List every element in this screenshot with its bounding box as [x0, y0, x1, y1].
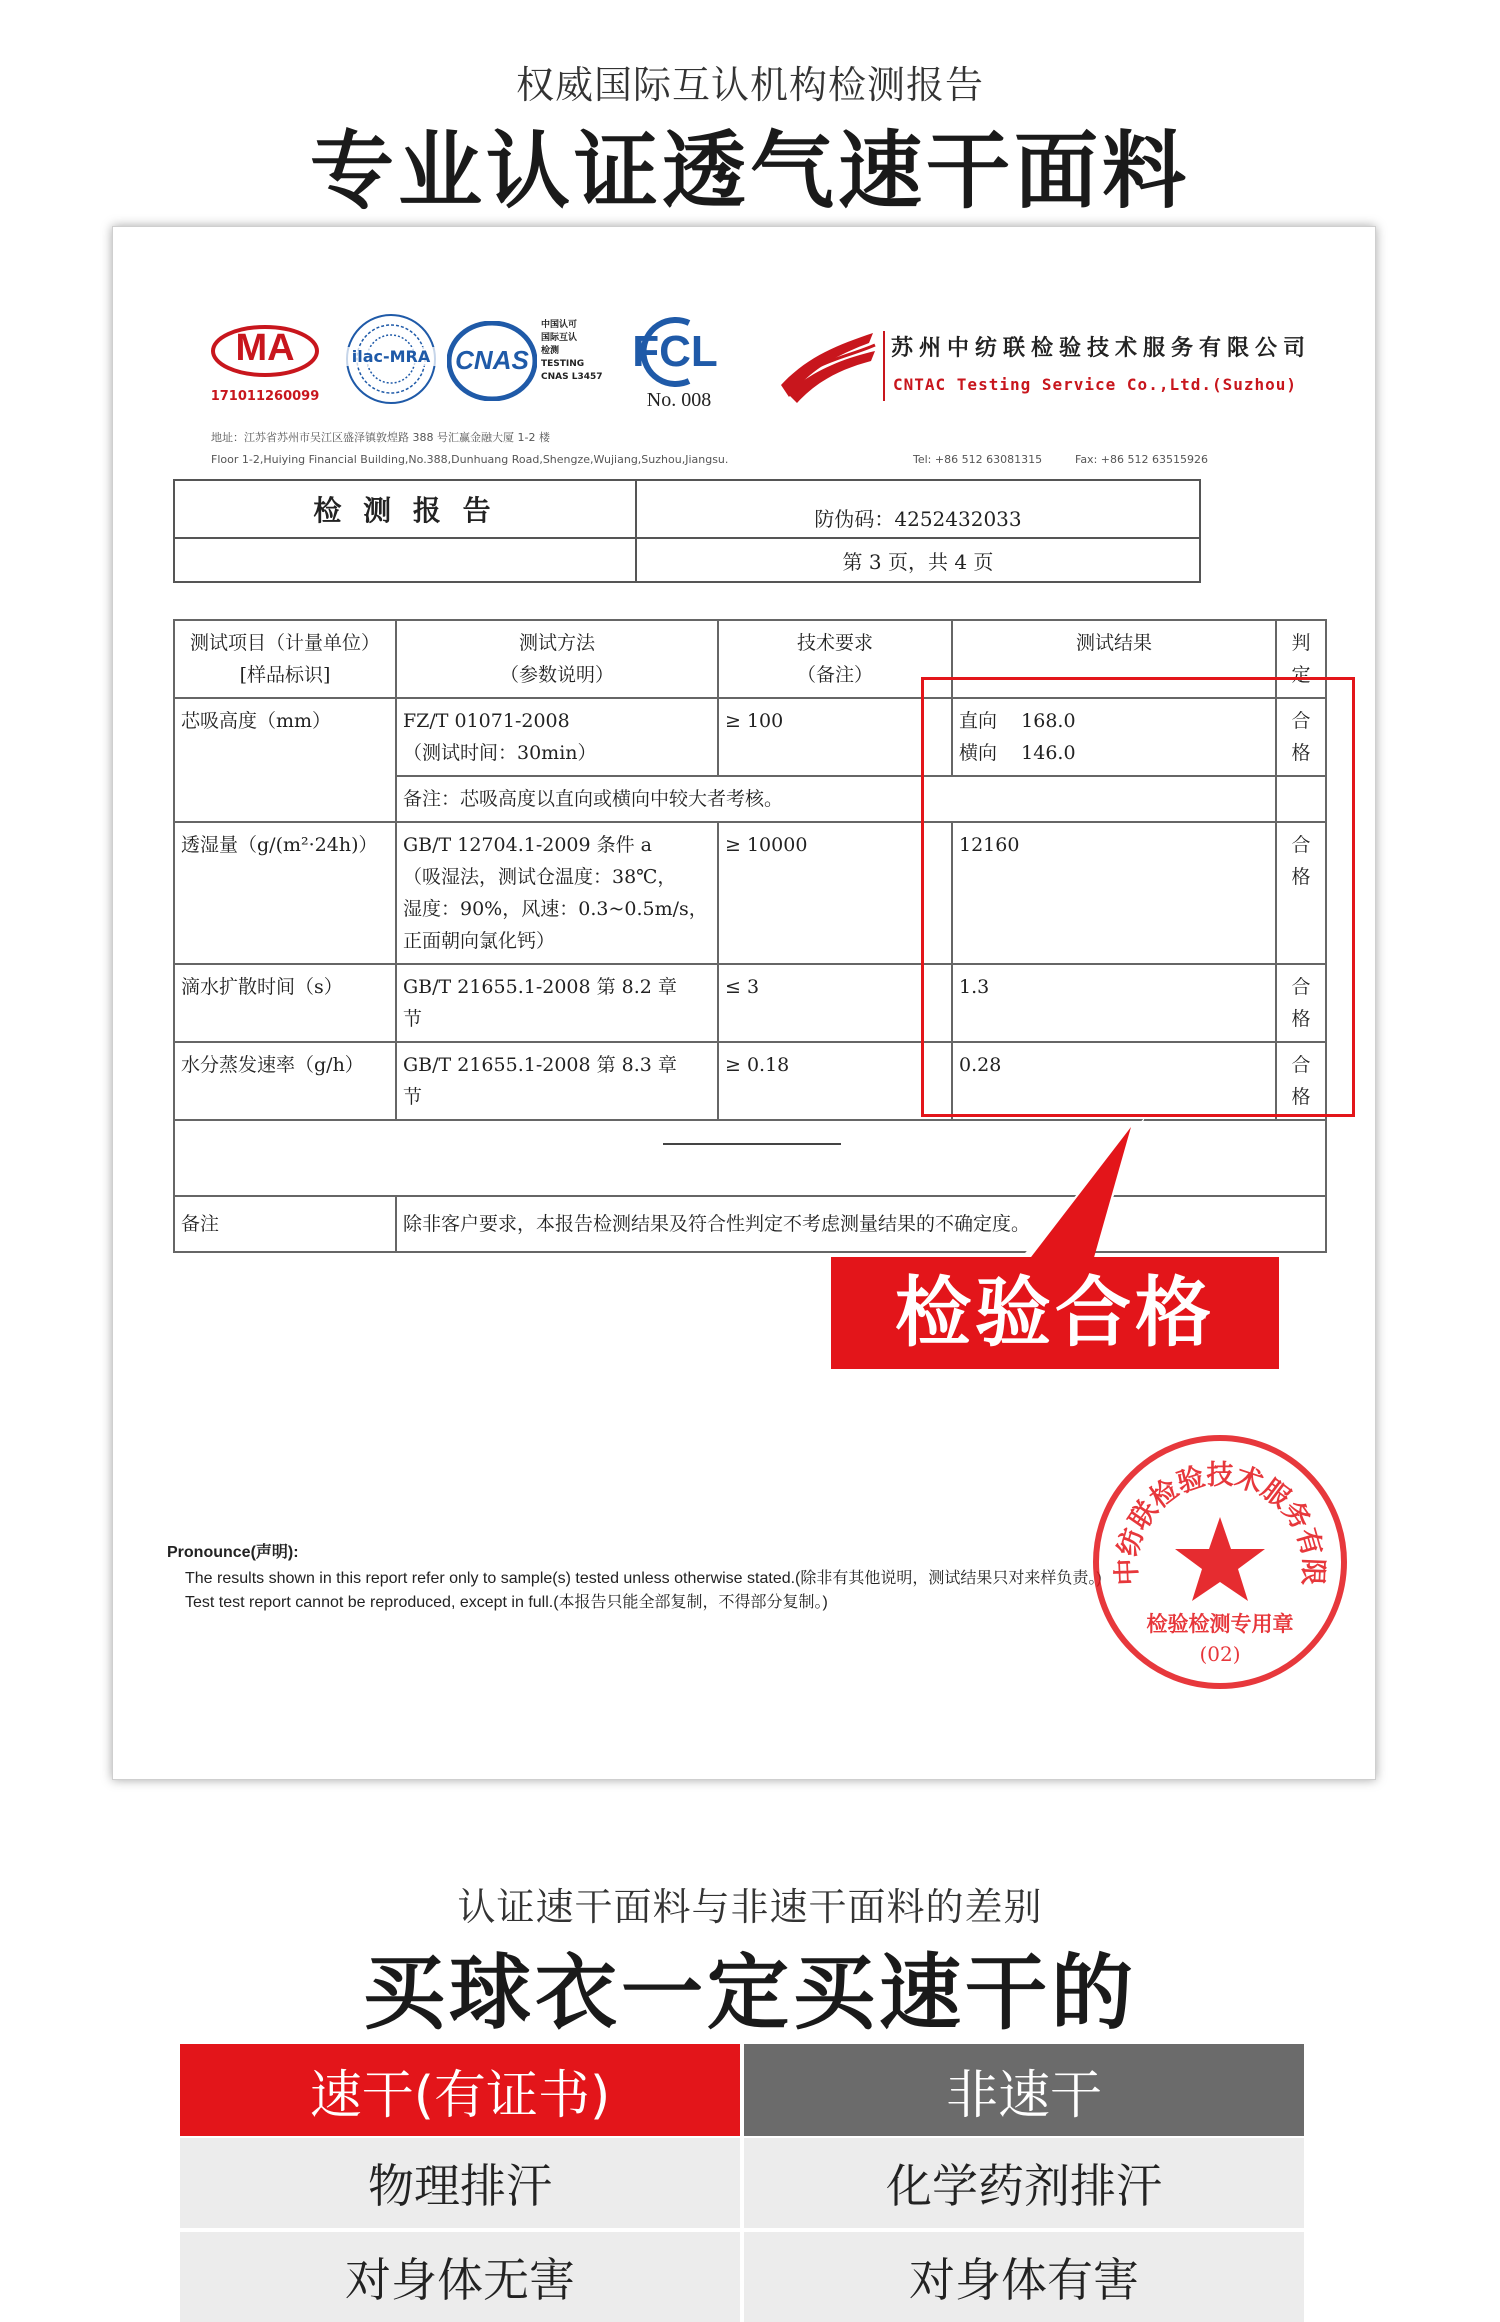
- stamp-inner-text: 检验检测专用章: [1146, 1612, 1294, 1636]
- row-method: GB/T 21655.1-2008 第 8.3 章 节: [396, 1042, 718, 1120]
- report-title: 检 测 报 告: [174, 480, 636, 538]
- pronounce-line2: Test test report cannot be reproduced, except in full.(本报告只能全部复制，不得部分复制。): [185, 1594, 828, 1611]
- pronounce-title: Pronounce(声明):: [167, 1544, 299, 1561]
- comparison-table: [180, 2044, 1304, 2322]
- ma-number: 171011260099: [210, 389, 320, 404]
- remark-text: 除非客户要求，本报告检测结果及符合性判定不考虑测量结果的不确定度。: [396, 1196, 1326, 1252]
- row-result: 1.3: [952, 964, 1276, 1042]
- non-quick-dry-cell: 化学药剂排汗: [744, 2138, 1304, 2228]
- row-result: 0.28: [952, 1042, 1276, 1120]
- table-blank-row: [174, 1120, 1326, 1196]
- row-verdict: 合格: [1276, 964, 1326, 1042]
- header-verdict: 判定: [1276, 620, 1326, 698]
- stamp-code: (02): [1199, 1642, 1241, 1666]
- report-header-box: [173, 479, 1201, 583]
- row-requirement: ≥ 100: [718, 698, 952, 776]
- lab-fax: Fax: +86 512 63515926: [1075, 453, 1208, 466]
- row-method: FZ/T 01071-2008 （测试时间：30min）: [396, 698, 718, 776]
- row-requirement: ≥ 0.18: [718, 1042, 952, 1120]
- section1-title: 专业认证透气速干面料: [309, 122, 1190, 220]
- pronounce-line1: The results shown in this report refer only to sample(s) tested unless otherwise stated.(除非有其他说明，测试结果只对来样负责。): [185, 1570, 1102, 1587]
- ilac-mra-logo: ilac-MRA: [345, 313, 437, 409]
- lab-name-en: CNTAC Testing Service Co.,Ltd.(Suzhou): [893, 375, 1298, 394]
- inspection-passed-callout: 检验合格: [831, 1257, 1279, 1369]
- row-method: GB/T 21655.1-2008 第 8.2 章 节: [396, 964, 718, 1042]
- cnas-note: 中国认可 国际互认 检测 TESTING CNAS L3457: [541, 320, 603, 382]
- quick-dry-cell: 物理排汗: [180, 2138, 740, 2228]
- page-info: 第 3 页，共 4 页: [636, 538, 1200, 582]
- row-item: 芯吸高度（mm）: [174, 698, 396, 822]
- official-stamp: [1089, 1431, 1351, 1693]
- row-requirement: ≥ 10000: [718, 822, 952, 964]
- header-quick-dry: 速干(有证书): [180, 2044, 740, 2136]
- cpcl-number: No. 008: [646, 389, 712, 411]
- row-requirement: ≤ 3: [718, 964, 952, 1042]
- row-result: 直向 168.0 横向 146.0: [952, 698, 1276, 776]
- header-non-quick-dry: 非速干: [744, 2044, 1304, 2136]
- anti-fake-code: 防伪码：4252432033: [636, 480, 1200, 538]
- row-item: 水分蒸发速率（g/h）: [174, 1042, 396, 1120]
- comparison-row: [180, 2138, 1304, 2228]
- ma-logo: MA 171011260099: [210, 327, 320, 404]
- non-quick-dry-cell: 对身体有害: [744, 2232, 1304, 2322]
- end-rule: [663, 1143, 841, 1145]
- callout-arrow: [1013, 1111, 1153, 1275]
- row-verdict: 合格: [1276, 822, 1326, 964]
- cnas-logo: CNAS: [447, 321, 537, 405]
- lab-name: 苏州中纺联检验技术服务有限公司: [891, 336, 1312, 361]
- section2-title: 买球衣一定买速干的: [362, 1946, 1137, 2041]
- report-document: [112, 226, 1376, 1780]
- header-requirement: 技术要求 （备注）: [718, 620, 952, 698]
- lab-divider: [883, 331, 885, 401]
- address-cn: 地址：江苏省苏州市吴江区盛泽镇敦煌路 388 号汇赢金融大厦 1-2 楼: [211, 431, 550, 444]
- result-highlight-box: [921, 677, 1355, 1117]
- row-result: 12160: [952, 822, 1276, 964]
- address-en: Floor 1-2,Huiying Financial Building,No.388,Dunhuang Road,Shengze,Wujiang,Suzhou,Jiangsu.: [211, 453, 729, 466]
- remark-label: 备注: [174, 1196, 396, 1252]
- section1-subtitle: 权威国际互认机构检测报告: [515, 63, 984, 107]
- lab-emblem-icon: [777, 327, 877, 411]
- comparison-row: [180, 2232, 1304, 2322]
- row-item: 滴水扩散时间（s）: [174, 964, 396, 1042]
- stamp-ring-text: 中纺联检验技术服务有限: [1111, 1460, 1329, 1587]
- section2-subtitle: 认证速干面料与非速干面料的差别: [457, 1885, 1043, 1929]
- row-verdict: 合格: [1276, 698, 1326, 776]
- row-note: 备注：芯吸高度以直向或横向中较大者考核。: [396, 776, 1276, 822]
- lab-tel: Tel: +86 512 63081315: [913, 453, 1043, 466]
- comparison-header: [180, 2044, 1304, 2134]
- cpcl-logo: FCL No. 008: [619, 317, 723, 391]
- header-method: 测试方法 （参数说明）: [396, 620, 718, 698]
- row-item: 透湿量（g/(m²·24h)）: [174, 822, 396, 964]
- header-item: 测试项目（计量单位） [样品标识]: [174, 620, 396, 698]
- row-method: GB/T 12704.1-2009 条件 a （吸湿法，测试仓温度：38℃， 湿度：90%，风速：0.3~0.5m/s， 正面朝向氯化钙）: [396, 822, 718, 964]
- row-verdict: 合格: [1276, 1042, 1326, 1120]
- header-result: 测试结果: [952, 620, 1276, 698]
- quick-dry-cell: 对身体无害: [180, 2232, 740, 2322]
